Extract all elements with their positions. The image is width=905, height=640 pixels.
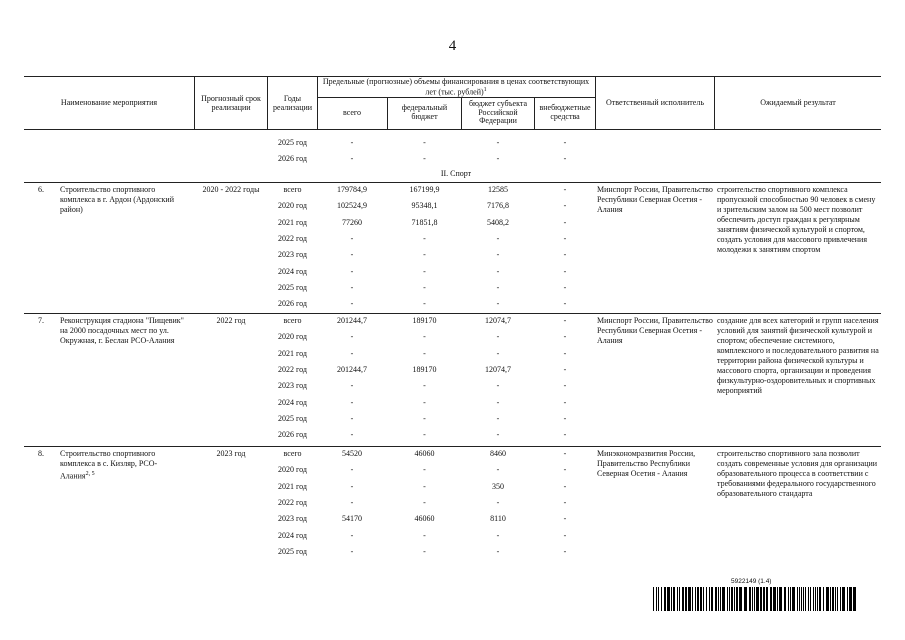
barcode-bar bbox=[801, 587, 802, 611]
barcode-bar bbox=[788, 587, 789, 611]
fin-row-federal: - bbox=[423, 266, 426, 276]
fin-row-year: 2025 год bbox=[278, 413, 307, 423]
barcode-bar bbox=[766, 587, 768, 611]
fin-row-extra: - bbox=[563, 348, 567, 358]
fin-row-year: 2022 год bbox=[278, 364, 307, 374]
fin-row-year: 2023 год bbox=[278, 514, 307, 524]
fin-row-total: - bbox=[350, 250, 354, 260]
barcode-bar bbox=[756, 587, 759, 611]
fin-row-regional: - bbox=[496, 497, 500, 507]
top-row-year: 2026 год bbox=[278, 154, 307, 164]
header-responsible: Ответственный исполнитель bbox=[606, 98, 704, 108]
fin-row-regional: - bbox=[496, 299, 500, 309]
barcode-bar bbox=[773, 587, 776, 611]
fin-row-total: - bbox=[350, 397, 354, 407]
fin-row-total: - bbox=[350, 530, 354, 540]
barcode-bar bbox=[731, 587, 733, 611]
fin-row-federal: - bbox=[423, 332, 426, 342]
barcode-bar bbox=[815, 587, 816, 611]
barcode-bar bbox=[813, 587, 814, 611]
header-total: всего bbox=[342, 107, 361, 117]
fin-row-extra: - bbox=[563, 185, 567, 194]
fin-row-federal: 46060 bbox=[414, 449, 435, 458]
barcode-bar bbox=[830, 587, 831, 611]
fin-row-extra: - bbox=[563, 282, 567, 292]
item-result: строительство спортивного зала позволит создать современные условия для организации образовательного процесса в соответствии с требованиями федерального государственного образовательного стандарта bbox=[717, 449, 878, 498]
fin-row-extra: - bbox=[563, 465, 567, 475]
barcode-bar bbox=[805, 587, 806, 611]
barcode-bar bbox=[695, 587, 696, 611]
fin-row-extra: - bbox=[563, 381, 567, 391]
top-row-total: - bbox=[350, 154, 354, 164]
barcode-bar bbox=[792, 587, 795, 611]
barcode-bar bbox=[810, 587, 811, 611]
fin-row-federal: 95348,1 bbox=[411, 201, 438, 211]
barcode-bar bbox=[734, 587, 735, 611]
fin-row-total: - bbox=[350, 233, 354, 243]
item-term: 2020 - 2022 годы bbox=[202, 185, 260, 194]
fin-row-federal: - bbox=[423, 497, 426, 507]
row-separator bbox=[24, 446, 881, 447]
barcode-bar bbox=[671, 587, 672, 611]
fin-row-regional: - bbox=[496, 381, 500, 391]
fin-row-federal: - bbox=[423, 397, 426, 407]
barcode-bar bbox=[823, 587, 824, 611]
barcode-bar bbox=[679, 587, 680, 611]
header-federal: федеральный бюджет bbox=[401, 103, 448, 121]
barcode-bar bbox=[832, 587, 834, 611]
barcode-bar bbox=[799, 587, 800, 611]
barcode-bar bbox=[706, 587, 707, 611]
barcode-bar bbox=[667, 587, 670, 611]
item-term: 2022 год bbox=[216, 316, 246, 325]
barcode-bar bbox=[777, 587, 778, 611]
barcode-bar bbox=[715, 587, 717, 611]
fin-row-federal: - bbox=[423, 530, 426, 540]
fin-row-total: - bbox=[350, 497, 354, 507]
fin-row-total: - bbox=[350, 332, 354, 342]
fin-row-extra: - bbox=[563, 201, 567, 211]
fin-row-extra: - bbox=[563, 481, 567, 491]
barcode-bar bbox=[727, 587, 728, 611]
barcode-bar bbox=[656, 587, 657, 611]
barcode-bar bbox=[653, 587, 654, 611]
barcode-bar bbox=[817, 587, 818, 611]
barcode-bar bbox=[673, 587, 675, 611]
barcode-bar bbox=[722, 587, 725, 611]
fin-row-year: 2024 год bbox=[278, 397, 307, 407]
barcode-bar bbox=[797, 587, 798, 611]
barcode-bar bbox=[803, 587, 804, 611]
fin-row-year: всего bbox=[283, 316, 302, 325]
fin-row-total: - bbox=[350, 465, 354, 475]
barcode-bar bbox=[835, 587, 836, 611]
barcode-bar bbox=[840, 587, 841, 611]
barcode-bar bbox=[847, 587, 848, 611]
fin-row-regional: 350 bbox=[492, 481, 504, 491]
fin-row-federal: - bbox=[423, 413, 426, 423]
fin-row-federal: - bbox=[423, 348, 426, 358]
row-separator bbox=[24, 313, 881, 314]
header-financing bbox=[317, 77, 595, 97]
header-result: Ожидаемый результат bbox=[760, 98, 836, 108]
fin-row-regional: - bbox=[496, 530, 500, 540]
fin-row-regional: - bbox=[496, 397, 500, 407]
barcode-bar bbox=[779, 587, 782, 611]
item-name-text: Строительство спортивного комплекса в с. Кизляр, РСО-Алания bbox=[60, 449, 158, 481]
barcode-bar bbox=[849, 587, 852, 611]
item-name bbox=[60, 185, 186, 215]
barcode-bar bbox=[749, 587, 751, 611]
top-row-extra: - bbox=[563, 154, 567, 164]
fin-row-total: - bbox=[350, 481, 354, 491]
item-responsible: Минспорт России, Правительство Республики Северная Осетия - Алания bbox=[597, 316, 713, 345]
header-name: Наименование мероприятия bbox=[60, 98, 158, 108]
fin-row-year: всего bbox=[283, 449, 302, 458]
fin-row-regional: - bbox=[496, 413, 500, 423]
fin-row-year: всего bbox=[283, 185, 302, 194]
fin-row-year: 2023 год bbox=[278, 250, 307, 260]
row-separator bbox=[24, 182, 881, 183]
barcode-bar bbox=[700, 587, 702, 611]
fin-row-total: 201244,7 bbox=[337, 316, 367, 325]
fin-row-federal: - bbox=[423, 546, 426, 556]
fin-row-total: - bbox=[350, 266, 354, 276]
fin-row-regional: - bbox=[496, 332, 500, 342]
item-name-text: Реконструкция стадиона "Пищевик" на 2000 посадочных мест по ул. Окружная, г. Беслан РСО-Алания bbox=[60, 316, 184, 345]
item-name bbox=[60, 449, 186, 482]
barcode-bar bbox=[677, 587, 678, 611]
barcode-bar bbox=[718, 587, 719, 611]
barcode-bar bbox=[808, 587, 809, 611]
fin-row-regional: 12074,7 bbox=[485, 364, 511, 374]
barcode-bar bbox=[752, 587, 753, 611]
table-header bbox=[24, 76, 881, 130]
barcode-bar bbox=[763, 587, 765, 611]
barcode bbox=[653, 587, 859, 611]
fin-row-regional: - bbox=[496, 266, 500, 276]
fin-row-extra: - bbox=[563, 364, 567, 374]
top-row-regional: - bbox=[496, 154, 500, 164]
header-regional: бюджет субъекта Российской Федерации bbox=[468, 98, 527, 126]
fin-row-total: - bbox=[350, 381, 354, 391]
fin-row-extra: - bbox=[563, 497, 567, 507]
header-term: Прогнозный срок реализации bbox=[201, 93, 261, 112]
fin-row-extra: - bbox=[563, 217, 567, 227]
fin-row-federal: - bbox=[423, 233, 426, 243]
barcode-bar bbox=[784, 587, 786, 611]
fin-row-regional: 7176,8 bbox=[487, 201, 509, 211]
fin-row-year: 2022 год bbox=[278, 497, 307, 507]
barcode-bar bbox=[711, 587, 713, 611]
header-financing-sup: 1 bbox=[483, 86, 487, 93]
fin-row-total: 201244,7 bbox=[337, 364, 367, 374]
item-name-text: Строительство спортивного комплекса в г. Ардон (Ардонский район) bbox=[60, 185, 174, 214]
fin-row-regional: - bbox=[496, 282, 500, 292]
barcode-bar bbox=[842, 587, 845, 611]
item-responsible: Минспорт России, Правительство Республики Северная Осетия - Алания bbox=[597, 185, 713, 214]
fin-row-year: 2021 год bbox=[278, 217, 307, 227]
top-row-extra: - bbox=[563, 138, 567, 147]
top-row-federal: - bbox=[423, 138, 426, 147]
item-result: строительство спортивного комплекса пропускной способностью 90 человек в смену и зрительским залом на 500 мест позволит обеспечить доступ граждан к регулярным занятиям физической культурой и спортом, создать условия для массового привлечения молодежи к занятиям спортом bbox=[717, 185, 876, 254]
fin-row-federal: 189170 bbox=[412, 364, 437, 374]
fin-row-regional: - bbox=[496, 233, 500, 243]
top-row-total: - bbox=[350, 138, 354, 147]
fin-row-federal: - bbox=[423, 430, 426, 440]
fin-row-regional: 12074,7 bbox=[485, 316, 511, 325]
fin-row-total: - bbox=[350, 299, 354, 309]
barcode-bar bbox=[685, 587, 687, 611]
barcode-bar bbox=[754, 587, 755, 611]
fin-row-year: 2020 год bbox=[278, 201, 307, 211]
page-number: 4 bbox=[448, 38, 457, 54]
top-row-regional: - bbox=[496, 138, 500, 147]
fin-row-total: 54170 bbox=[342, 514, 362, 524]
barcode-bar bbox=[661, 587, 662, 611]
fin-row-federal: 167199,9 bbox=[409, 185, 440, 194]
top-row-year: 2025 год bbox=[278, 138, 307, 147]
barcode-bar bbox=[837, 587, 838, 611]
fin-row-extra: - bbox=[563, 266, 567, 276]
fin-row-total: 77260 bbox=[342, 217, 362, 227]
fin-row-year: 2026 год bbox=[278, 299, 307, 309]
fin-row-extra: - bbox=[563, 250, 567, 260]
barcode-bar bbox=[703, 587, 704, 611]
barcode-bar bbox=[760, 587, 762, 611]
fin-row-regional: 8110 bbox=[490, 514, 506, 524]
fin-row-extra: - bbox=[563, 233, 567, 243]
barcode-bar bbox=[853, 587, 856, 611]
fin-row-total: - bbox=[350, 348, 354, 358]
fin-row-extra: - bbox=[563, 332, 567, 342]
barcode-bar bbox=[729, 587, 730, 611]
fin-row-extra: - bbox=[563, 397, 567, 407]
item-responsible: Минэкономразвития России, Правительство Республики Северная Осетия - Алания bbox=[597, 449, 696, 478]
barcode-number: 5922149 (1.4) bbox=[731, 578, 772, 585]
top-row-federal: - bbox=[423, 154, 426, 164]
fin-row-total: - bbox=[350, 282, 354, 292]
fin-row-extra: - bbox=[563, 316, 567, 325]
fin-row-year: 2020 год bbox=[278, 465, 307, 475]
fin-row-regional: - bbox=[496, 348, 500, 358]
fin-row-year: 2021 год bbox=[278, 481, 307, 491]
fin-row-regional: 8460 bbox=[490, 449, 506, 458]
section-title: II. Спорт bbox=[440, 169, 472, 178]
fin-row-regional: 12585 bbox=[488, 185, 508, 194]
barcode-bar bbox=[736, 587, 738, 611]
barcode-bar bbox=[770, 587, 772, 611]
barcode-bar bbox=[739, 587, 742, 611]
barcode-bar bbox=[819, 587, 821, 611]
fin-row-extra: - bbox=[563, 546, 567, 556]
item-term: 2023 год bbox=[216, 449, 246, 458]
header-years: Годы реализации bbox=[272, 93, 313, 112]
fin-row-federal: - bbox=[423, 250, 426, 260]
barcode-bar bbox=[790, 587, 791, 611]
barcode-bar bbox=[720, 587, 721, 611]
header-extra: внебюджетные средства bbox=[539, 103, 591, 121]
fin-row-total: 179784,9 bbox=[337, 185, 367, 194]
fin-row-year: 2023 год bbox=[278, 381, 307, 391]
barcode-bar bbox=[826, 587, 829, 611]
fin-row-regional: - bbox=[496, 546, 500, 556]
item-name bbox=[60, 316, 186, 346]
barcode-bar bbox=[664, 587, 666, 611]
item-number: 6. bbox=[38, 185, 44, 194]
fin-row-federal: - bbox=[423, 481, 426, 491]
fin-row-total: 102524,9 bbox=[337, 201, 367, 211]
fin-row-year: 2025 год bbox=[278, 546, 307, 556]
fin-row-total: - bbox=[350, 546, 354, 556]
barcode-bar bbox=[688, 587, 691, 611]
fin-row-regional: - bbox=[496, 465, 500, 475]
fin-row-year: 2024 год bbox=[278, 530, 307, 540]
barcode-bar bbox=[658, 587, 659, 611]
fin-row-total: 54520 bbox=[342, 449, 362, 458]
fin-row-federal: 189170 bbox=[412, 316, 437, 325]
fin-row-year: 2022 год bbox=[278, 233, 307, 243]
fin-row-extra: - bbox=[563, 413, 567, 423]
fin-row-total: - bbox=[350, 413, 354, 423]
item-number: 7. bbox=[38, 316, 44, 325]
fin-row-federal: - bbox=[423, 381, 426, 391]
fin-row-extra: - bbox=[563, 430, 567, 440]
fin-row-year: 2025 год bbox=[278, 282, 307, 292]
fin-row-regional: - bbox=[496, 250, 500, 260]
fin-row-total: - bbox=[350, 430, 354, 440]
barcode-bar bbox=[697, 587, 699, 611]
fin-row-federal: - bbox=[423, 282, 426, 292]
barcode-bar bbox=[692, 587, 693, 611]
fin-row-year: 2026 год bbox=[278, 430, 307, 440]
barcode-bar bbox=[709, 587, 710, 611]
fin-row-year: 2024 год bbox=[278, 266, 307, 276]
fin-row-regional: 5408,2 bbox=[487, 217, 509, 227]
item-number: 8. bbox=[38, 449, 44, 458]
fin-row-federal: - bbox=[423, 465, 426, 475]
item-result: создание для всех категорий и групп населения условий для занятий физической культурой и спортом; обеспечение системного, комплексного и последовательного развития на территории района физической культуры и массового спорта, организации и проведения физкультурно-оздоровительных и спортивных мероприятий bbox=[717, 316, 879, 395]
fin-row-federal: 46060 bbox=[414, 514, 435, 524]
fin-row-federal: 71851,8 bbox=[411, 217, 438, 227]
fin-row-extra: - bbox=[563, 514, 567, 524]
fin-row-extra: - bbox=[563, 449, 567, 458]
barcode-bar bbox=[682, 587, 684, 611]
item-name-footnote: 2, 5 bbox=[85, 471, 95, 477]
fin-row-extra: - bbox=[563, 530, 567, 540]
header-financing-text: Предельные (прогнозные) объемы финансирования в ценах соответствующих лет (тыс. рублей) bbox=[322, 77, 590, 97]
fin-row-regional: - bbox=[496, 430, 500, 440]
barcode-bar bbox=[744, 587, 747, 611]
fin-row-extra: - bbox=[563, 299, 567, 309]
fin-row-federal: - bbox=[423, 299, 426, 309]
fin-row-year: 2021 год bbox=[278, 348, 307, 358]
fin-row-year: 2020 год bbox=[278, 332, 307, 342]
